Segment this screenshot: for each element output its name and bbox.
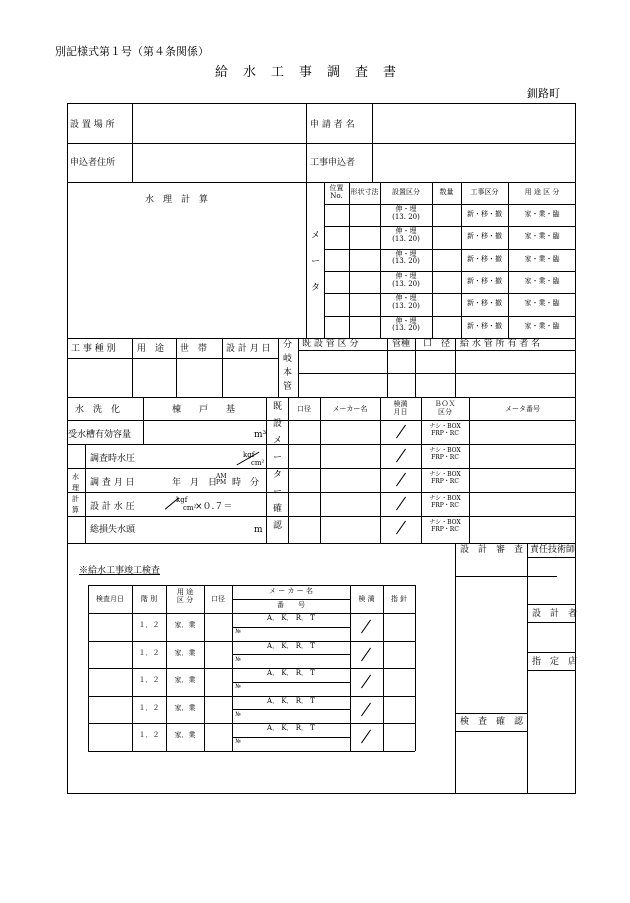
box-class: ナシ・BOX FRP・RC (429, 519, 461, 533)
hydro-side-char: 計 (72, 495, 79, 503)
form-frame (67, 103, 576, 794)
meter-check-char: ー (273, 453, 283, 463)
work-class: 新・移・撤 (467, 299, 502, 308)
branch-char: 分 (283, 340, 293, 350)
diameter-label: 口 径 (423, 339, 451, 349)
col-divider (132, 103, 133, 182)
calc-col-header: 位置 No. (329, 184, 344, 200)
branch-char: 管 (283, 382, 293, 392)
insp-use: 家．業 (174, 703, 196, 712)
work-class: 新・移・撤 (467, 232, 502, 241)
grid-line (232, 737, 350, 738)
design-review-label: 設 計 審 査 (460, 545, 524, 555)
grid-line (527, 622, 576, 623)
insp-col-header: 検 満 (358, 595, 375, 603)
meter-char: タ (311, 283, 321, 293)
install-class: 伸・埋 (13. 20) (392, 316, 420, 333)
meter-char: ー (311, 257, 321, 267)
grid-line (88, 613, 415, 614)
survey-time-text: 時 分 (232, 478, 260, 488)
meter-check-char: 認 (273, 521, 283, 531)
survey-date-text: 年 月 日 (172, 478, 218, 488)
install-place-label: 設 置 場 所 (70, 120, 115, 130)
page-title: 給 水 工 事 調 査 書 (215, 65, 398, 80)
inspect-confirm-label: 検 査 確 認 (460, 717, 524, 727)
insp-maker: A． K． R． T (267, 614, 315, 622)
grid-line (176, 338, 177, 397)
insp-col-header: メ ー カ ー 名 (269, 587, 313, 595)
hydraulic-calc-title: 水 理 計 算 (145, 195, 209, 205)
design-date-label: 設 計 月 日 (226, 344, 271, 354)
use-class: 家・業・臨 (524, 210, 560, 218)
work-class: 新・移・撤 (467, 277, 502, 285)
meter-check-char: 既 (273, 402, 283, 412)
grid-line (455, 713, 527, 714)
grid-line (143, 420, 144, 444)
row-divider (67, 543, 576, 544)
grid-line (455, 338, 456, 397)
install-class: 伸・埋 (13. 20) (392, 227, 420, 244)
head-loss-label: 総損失水頭 (90, 525, 136, 535)
chief-label: 責任技術師 (530, 545, 576, 555)
grid-line (432, 182, 433, 338)
grid-line (222, 338, 223, 397)
insp-maker: A． K． R． T (267, 696, 315, 705)
grid-line (166, 585, 167, 751)
grid-line (85, 444, 86, 543)
insp-use: 家．業 (174, 648, 196, 657)
grid-line (298, 338, 299, 397)
insp-floor: １．２ (138, 621, 160, 629)
insp-no: № (235, 738, 241, 745)
pipe-type-label: 管種 (392, 339, 411, 349)
work-class: 新・移・撤 (467, 254, 502, 263)
insp-col-header: 指 針 (390, 595, 408, 603)
grid-line (387, 338, 388, 397)
insp-maker: A． K． R． T (267, 641, 315, 650)
grid-line (415, 585, 416, 751)
hydro-side-char: 算 (72, 506, 79, 514)
grid-line (380, 397, 381, 543)
grid-line (415, 338, 416, 397)
grid-line (527, 557, 576, 558)
meter-check-char: 確 (273, 504, 283, 514)
survey-cm2: cm² (251, 459, 265, 467)
survey-kgf: kgf (243, 451, 255, 459)
hydro-side-char: 理 (72, 484, 79, 492)
design-multiplier: ×０.７＝ (195, 502, 233, 512)
contractor-label: 工事申込者 (310, 158, 356, 168)
grid-line (349, 182, 350, 338)
calc-col-header: 形状寸法 (350, 188, 379, 196)
wash-col-header: 口径 (297, 405, 311, 413)
existing-class-label: 既 設 管 区 分 (302, 339, 359, 349)
grid-line (320, 397, 321, 543)
inspection-title: ※給水工事竣工検査 (79, 566, 161, 576)
grid-line (67, 492, 576, 493)
insp-col-header: 口径 (211, 595, 225, 603)
grid-line (88, 585, 89, 751)
grid-line (232, 682, 350, 683)
grid-line (232, 627, 350, 628)
grid-line (324, 293, 576, 294)
grid-line (266, 397, 267, 543)
tank-capacity-label: 受水槽有効容量 (68, 430, 132, 440)
grid-line (88, 668, 415, 669)
applicant-address-label: 申込者住所 (70, 158, 116, 168)
insp-floor: １．２ (138, 676, 160, 684)
box-class: ナシ・BOX FRP・RC (429, 423, 461, 437)
install-class: 伸・埋 (13. 20) (392, 294, 420, 311)
wash-col-header: 検満 月日 (393, 400, 408, 416)
row-divider (67, 182, 576, 183)
grid-line (324, 182, 325, 338)
grid-line (88, 641, 415, 642)
applicant-label: 申 請 者 名 (310, 120, 355, 130)
grid-line (132, 338, 133, 397)
head-unit: m (254, 525, 263, 535)
designer-label: 設 計 者 (532, 609, 578, 619)
row-divider (67, 143, 576, 144)
grid-line (455, 731, 527, 732)
grid-line (232, 654, 350, 655)
box-class: ナシ・BOX FRP・RC (429, 447, 461, 461)
agency-label: 指 定 店 (532, 657, 578, 667)
insp-maker: A． K． R． T (267, 669, 315, 677)
owner-label: 給 水 管 所 有 者 名 (460, 339, 541, 349)
insp-col-header: 検査月日 (96, 595, 124, 603)
grid-line (67, 468, 576, 469)
grid-line (88, 696, 415, 697)
install-class: 伸・埋 (13. 20) (392, 205, 420, 221)
grid-line (527, 670, 576, 671)
meter-check-char: 設 (273, 419, 283, 429)
insp-col-header: 階 別 (140, 595, 158, 603)
calc-col-header: 設置区分 (392, 188, 420, 196)
ampm-label: AM PM (216, 473, 227, 487)
use-class: 家・業・臨 (524, 277, 560, 285)
meter-check-char: メ (273, 436, 283, 446)
branch-char: 本 (283, 368, 293, 378)
calc-col-header: 数量 (439, 188, 454, 196)
insp-maker: A． K． R． T (267, 724, 315, 732)
town-name: 釧路町 (527, 87, 560, 100)
install-class: 伸・埋 (13. 20) (392, 249, 420, 266)
grid-line (232, 599, 350, 600)
insp-use: 家．業 (174, 731, 196, 739)
meter-check-char: タ (273, 470, 283, 480)
col-divider (372, 103, 373, 182)
design-cm2: cm² (183, 504, 197, 512)
calc-col-header: 工事区分 (470, 188, 499, 196)
work-type-label: 工 事 種 別 (71, 344, 116, 354)
grid-line (527, 604, 576, 605)
grid-line (324, 249, 576, 250)
install-class: 伸・埋 (13. 20) (392, 272, 420, 288)
grid-line (298, 350, 576, 351)
use-class: 家・業・臨 (524, 299, 560, 308)
use-class: 家・業・臨 (524, 321, 560, 330)
col-divider (306, 103, 307, 182)
insp-col-header: 番 号 (277, 601, 305, 609)
grid-line (324, 271, 576, 272)
grid-line (67, 516, 576, 517)
branch-char: 岐 (283, 354, 293, 364)
grid-line (67, 444, 576, 445)
insp-floor: １．２ (138, 731, 160, 739)
grid-line (204, 585, 205, 751)
meter-check-char: ー (273, 487, 283, 497)
grid-line (143, 397, 144, 420)
flush-label: 水 洗 化 (75, 405, 121, 415)
house-label: 棟 戸 基 (172, 405, 236, 415)
insp-use: 家．業 (174, 676, 196, 684)
grid-line (132, 585, 133, 751)
household-label: 世 帯 (180, 344, 208, 354)
grid-line (527, 652, 576, 653)
survey-date-label: 調 査 月 日 (90, 478, 135, 488)
grid-line (324, 226, 576, 227)
design-kgf: kgf (176, 496, 188, 504)
grid-line (67, 358, 278, 359)
grid-line (527, 543, 528, 794)
grid-line (298, 373, 576, 374)
box-class: ナシ・BOX FRP・RC (429, 471, 461, 485)
grid-line (383, 585, 384, 751)
grid-line (306, 182, 307, 338)
grid-line (455, 576, 557, 577)
use-label: 用 途 (137, 344, 165, 354)
insp-no: № (235, 710, 241, 718)
insp-no: № (235, 683, 241, 690)
calc-col-header: 用 途 区 分 (524, 188, 560, 196)
work-class: 新・移・撤 (467, 321, 502, 330)
meter-char: メ (311, 231, 321, 241)
work-class: 新・移・撤 (467, 210, 502, 218)
box-class: ナシ・BOX FRP・RC (429, 495, 461, 509)
insp-no: № (235, 655, 241, 663)
grid-line (88, 723, 415, 724)
grid-line (350, 585, 351, 751)
wash-col-header: メータ番号 (505, 405, 540, 413)
insp-floor: １．２ (138, 703, 160, 712)
wash-col-header: ＢＯＸ 区分 (434, 400, 456, 416)
grid-line (232, 709, 350, 710)
use-class: 家・業・臨 (524, 254, 560, 263)
grid-line (455, 543, 456, 794)
hydro-side-char: 水 (72, 473, 79, 481)
tank-unit: m³ (254, 430, 267, 440)
survey-pressure-label: 調査時水圧 (90, 454, 136, 464)
grid-line (469, 397, 470, 543)
grid-line (324, 316, 576, 317)
grid-line (88, 585, 415, 586)
form-label: 別記様式第１号（第４条関係） (55, 45, 209, 58)
design-pressure-label: 設 計 水 圧 (90, 502, 135, 512)
grid-line (278, 338, 279, 397)
insp-col-header: 用 途 区 分 (176, 588, 194, 604)
wash-col-header: メーカー名 (332, 405, 368, 413)
insp-use: 家．業 (174, 621, 196, 629)
grid-line (324, 204, 576, 205)
use-class: 家・業・臨 (524, 232, 560, 241)
insp-no: № (235, 628, 241, 635)
grid-line (88, 751, 415, 752)
insp-floor: １．２ (138, 648, 160, 657)
grid-line (288, 397, 289, 543)
